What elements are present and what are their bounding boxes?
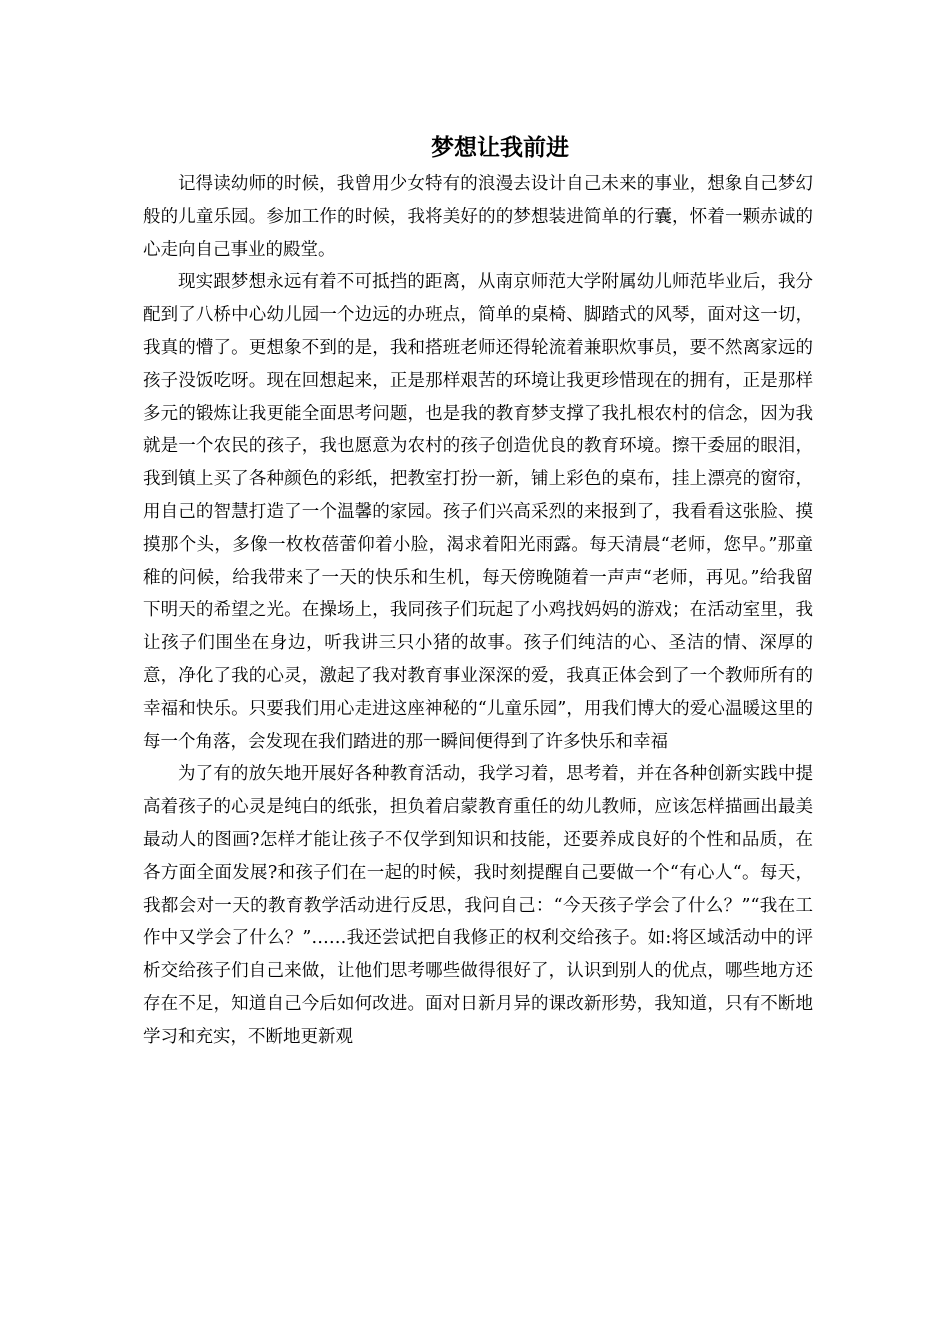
- paragraph-2: 现实跟梦想永远有着不可抵挡的距离，从南京师范大学附属幼儿师范毕业后，我分配到了八桥中心幼儿园一个边远的办班点，简单的桌椅、脚踏式的风琴，面对这一切，我真的懵了。更想象不到的是，我和搭班老师还得轮流着兼职炊事员，要不然离家远的孩子没饭吃呀。现在回想起来，正是那样艰苦的环境让我更珍惜现在的拥有，正是那样多元的锻炼让我更能全面思考问题，也是我的教育梦支撑了我扎根农村的信念，因为我就是一个农民的孩子，我也愿意为农村的孩子创造优良的教育环境。擦干委屈的眼泪，我到镇上买了各种颜色的彩纸，把教室打扮一新，铺上彩色的桌布，挂上漂亮的窗帘，用自己的智慧打造了一个温馨的家园。孩子们兴高采烈的来报到了，我看看这张脸、摸摸那个头，多像一枚枚蓓蕾仰着小脸，渴求着阳光雨露。每天清晨“老师，您早。”那童稚的问候，给我带来了一天的快乐和生机，每天傍晚随着一声声“老师，再见。”给我留下明天的希望之光。在操场上，我同孩子们玩起了小鸡找妈妈的游戏；在活动室里，我让孩子们围坐在身边，听我讲三只小猪的故事。孩子们纯洁的心、圣洁的情、深厚的意，净化了我的心灵，激起了我对教育事业深深的爱，我真正体会到了一个教师所有的幸福和快乐。只要我们用心走进这座神秘的“儿童乐园”，用我们博大的爱心温暖这里的每一个角落，会发现在我们踏进的那一瞬间便得到了许多快乐和幸福: [143, 272, 813, 752]
- document-title: 梦想让我前进: [431, 135, 569, 161]
- document-body: [143, 168, 813, 1054]
- paragraph-1: 记得读幼师的时候，我曾用少女特有的浪漫去设计自己未来的事业，想象自己梦幻般的儿童乐园。参加工作的时候，我将美好的的梦想装进简单的行囊，怀着一颗赤诚的心走向自己事业的殿堂。: [143, 174, 813, 260]
- paragraph-3: 为了有的放矢地开展好各种教育活动，我学习着，思考着，并在各种创新实践中提高着孩子的心灵是纯白的纸张，担负着启蒙教育重任的幼儿教师，应该怎样描画出最美最动人的图画?怎样才能让孩子不仅学到知识和技能，还要养成良好的个性和品质，在各方面全面发展?和孩子们在一起的时候，我时刻提醒自己要做一个“有心人“。每天，我都会对一天的教育教学活动进行反思，我问自己：“今天孩子学会了什么？”“我在工作中又学会了什么？”……我还尝试把自我修正的权利交给孩子。如:将区域活动中的评析交给孩子们自己来做，让他们思考哪些做得很好了，认识到别人的优点，哪些地方还存在不足，知道自己今后如何改进。面对日新月异的课改新形势，我知道，只有不断地学习和充实，不断地更新观: [143, 764, 813, 1047]
